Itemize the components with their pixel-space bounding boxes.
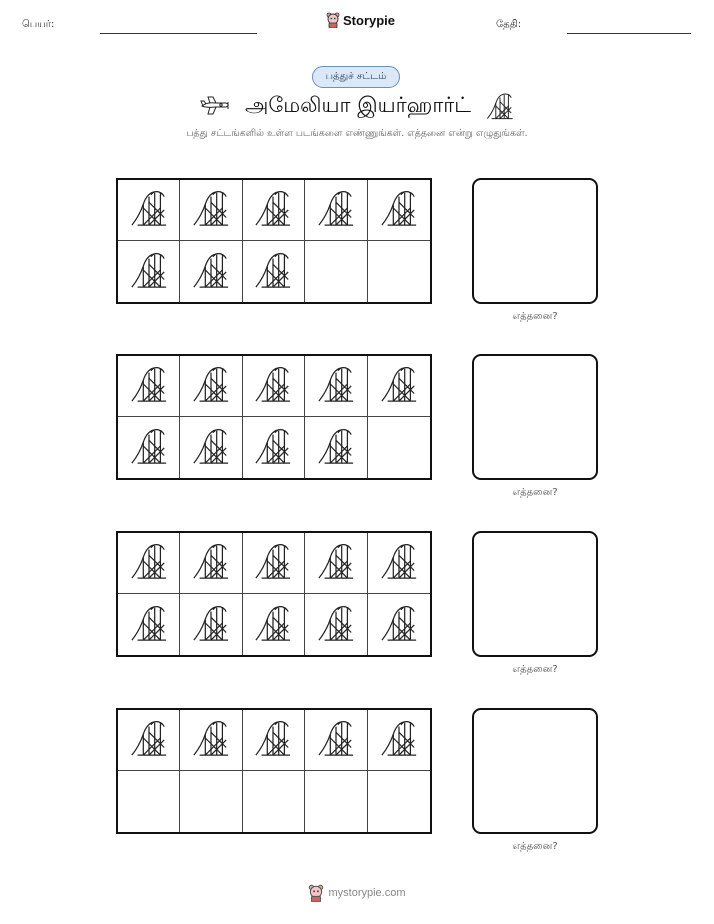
roller-coaster-icon	[130, 427, 168, 469]
ten-frame-cell	[368, 241, 430, 302]
date-field-line[interactable]	[567, 33, 691, 34]
how-many-label: எத்தனை?	[512, 487, 558, 498]
instructions: பத்து சட்டங்களில் உள்ள படங்களை எண்ணுங்கள். எத்தனை என்று எழுதுங்கள்.	[186, 128, 528, 139]
roller-coaster-icon	[254, 189, 292, 231]
ten-frame-cell	[243, 417, 305, 478]
ten-frame-cell	[118, 241, 180, 302]
roller-coaster-icon	[192, 719, 230, 761]
ten-frame-cell	[305, 241, 367, 302]
roller-coaster-icon	[254, 719, 292, 761]
ten-frame-cell	[118, 710, 180, 771]
ten-frame	[116, 354, 432, 480]
ten-frame-cell	[368, 594, 430, 655]
roller-coaster-icon	[130, 542, 168, 584]
answer-box[interactable]	[472, 354, 598, 480]
ten-frame-cell	[305, 356, 367, 417]
ten-frame	[116, 708, 432, 834]
worksheet-type-badge: பத்துச் சட்டம்	[312, 66, 400, 88]
roller-coaster-icon	[254, 604, 292, 646]
worksheet-title: அமேலியா இயர்ஹார்ட்	[245, 92, 471, 117]
roller-coaster-icon	[317, 542, 355, 584]
answer-box[interactable]	[472, 178, 598, 304]
how-many-label: எத்தனை?	[512, 311, 558, 322]
ten-frame-cell	[118, 533, 180, 594]
ten-frame-cell	[305, 417, 367, 478]
ten-frame-cell	[368, 710, 430, 771]
storypie-mascot-icon	[326, 12, 340, 28]
ten-frame-cell	[243, 710, 305, 771]
roller-coaster-icon	[192, 365, 230, 407]
ten-frame-cell	[180, 241, 242, 302]
ten-frame-cell	[305, 710, 367, 771]
ten-frame-cell	[305, 594, 367, 655]
ten-frame-cell	[180, 771, 242, 832]
ten-frame-cell	[180, 594, 242, 655]
brand-logo	[326, 12, 395, 28]
title-row	[0, 92, 714, 120]
ten-frame-cell	[368, 417, 430, 478]
answer-box[interactable]	[472, 708, 598, 834]
roller-coaster-icon	[192, 251, 230, 293]
roller-coaster-icon	[317, 427, 355, 469]
name-label: பெயர்:	[22, 19, 55, 30]
roller-coaster-icon	[192, 604, 230, 646]
ten-frame-cell	[368, 356, 430, 417]
ten-frame-cell	[243, 594, 305, 655]
ten-frame-cell	[243, 241, 305, 302]
roller-coaster-icon	[317, 604, 355, 646]
footer-site: mystorypie.com	[328, 887, 406, 899]
roller-coaster-icon	[192, 542, 230, 584]
roller-coaster-icon	[192, 189, 230, 231]
ten-frame-cell	[243, 180, 305, 241]
ten-frame-cell	[118, 771, 180, 832]
ten-frame-cell	[180, 180, 242, 241]
ten-frame-cell	[243, 356, 305, 417]
ten-frame-cell	[368, 180, 430, 241]
ten-frame-cell	[368, 533, 430, 594]
roller-coaster-icon	[380, 604, 418, 646]
roller-coaster-icon	[130, 251, 168, 293]
roller-coaster-icon	[130, 719, 168, 761]
ten-frame-cell	[118, 417, 180, 478]
roller-coaster-icon	[130, 189, 168, 231]
roller-coaster-icon	[380, 189, 418, 231]
roller-coaster-icon	[130, 365, 168, 407]
roller-coaster-icon	[380, 365, 418, 407]
ten-frame-cell	[118, 356, 180, 417]
roller-coaster-icon	[317, 719, 355, 761]
ten-frame-cell	[118, 594, 180, 655]
roller-coaster-icon	[254, 251, 292, 293]
ten-frame-cell	[305, 771, 367, 832]
roller-coaster-icon	[192, 427, 230, 469]
answer-box[interactable]	[472, 531, 598, 657]
ten-frame-cell	[118, 180, 180, 241]
roller-coaster-icon	[254, 365, 292, 407]
date-label: தேதி:	[496, 19, 522, 30]
ten-frame	[116, 178, 432, 304]
ten-frame	[116, 531, 432, 657]
roller-coaster-icon	[485, 92, 515, 120]
name-field-line[interactable]	[100, 33, 257, 34]
roller-coaster-icon	[380, 719, 418, 761]
ten-frame-cell	[180, 533, 242, 594]
ten-frame-cell	[180, 417, 242, 478]
ten-frame-cell	[180, 710, 242, 771]
storypie-mascot-icon	[308, 884, 324, 902]
ten-frame-cell	[305, 533, 367, 594]
how-many-label: எத்தனை?	[512, 664, 558, 675]
roller-coaster-icon	[380, 542, 418, 584]
roller-coaster-icon	[130, 604, 168, 646]
roller-coaster-icon	[254, 427, 292, 469]
how-many-label: எத்தனை?	[512, 841, 558, 852]
footer	[0, 884, 714, 902]
ten-frame-cell	[180, 356, 242, 417]
ten-frame-cell	[243, 771, 305, 832]
airplane-icon	[199, 94, 231, 118]
roller-coaster-icon	[254, 542, 292, 584]
roller-coaster-icon	[317, 365, 355, 407]
ten-frame-cell	[305, 180, 367, 241]
ten-frame-cell	[243, 533, 305, 594]
ten-frame-cell	[368, 771, 430, 832]
brand-name: Storypie	[343, 12, 396, 28]
roller-coaster-icon	[317, 189, 355, 231]
